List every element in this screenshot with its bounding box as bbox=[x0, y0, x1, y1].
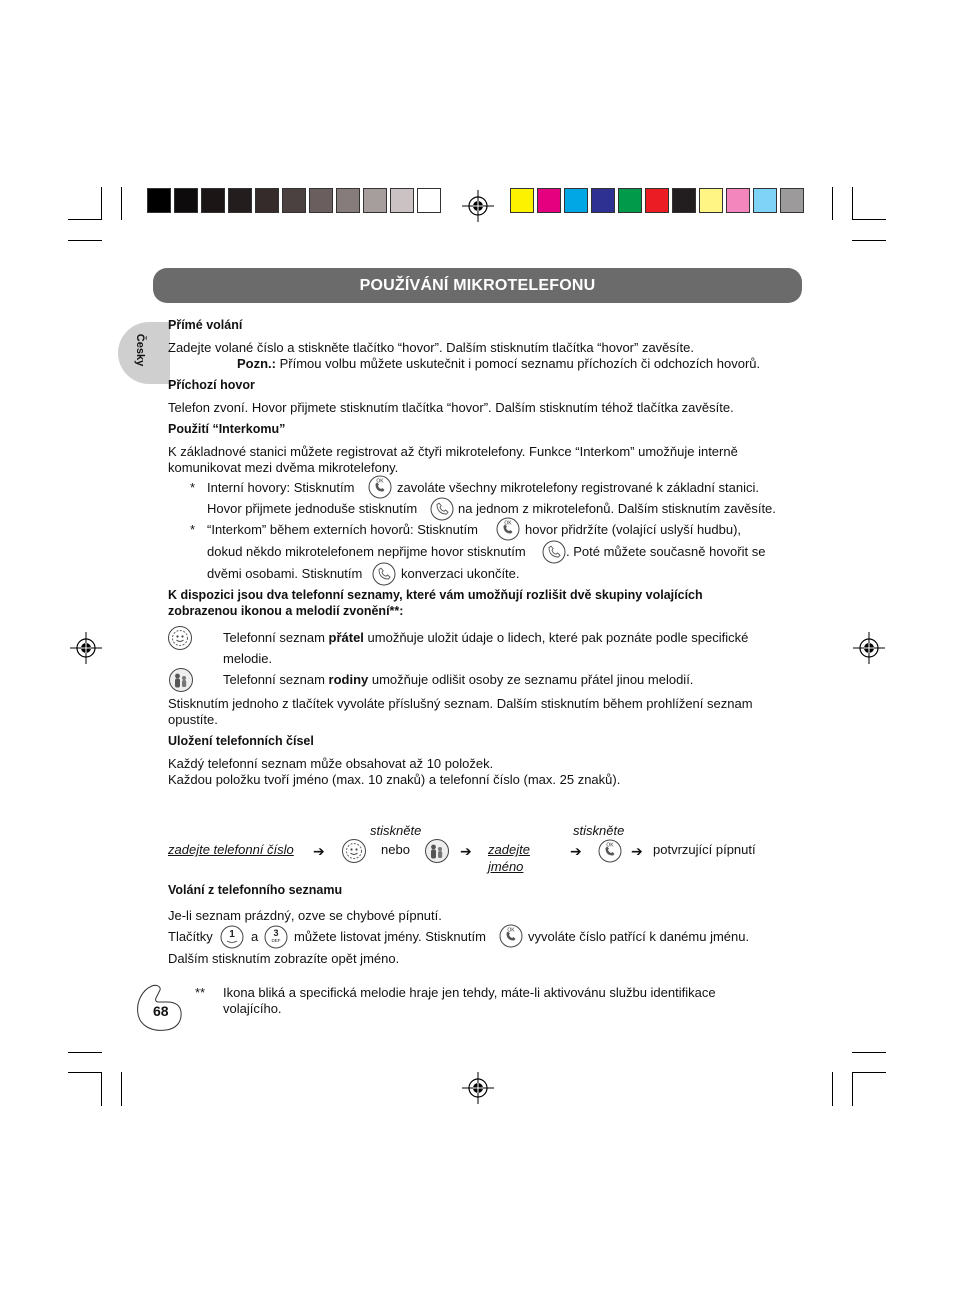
key-3-letters: DEF bbox=[271, 938, 281, 943]
calling-line3: Dalším stisknutím zobrazíte opět jméno. bbox=[168, 951, 400, 966]
family-phonebook-icon bbox=[424, 838, 450, 864]
key-1-digit: 1 bbox=[229, 929, 235, 940]
heading-storing-numbers: Uložení telefonních čísel bbox=[168, 734, 314, 748]
registration-mark-icon bbox=[462, 190, 494, 222]
registration-mark-icon bbox=[462, 1072, 494, 1104]
call-key-icon bbox=[372, 562, 396, 586]
crop-mark bbox=[852, 219, 886, 220]
arrow-right-icon: ➔ bbox=[570, 843, 582, 859]
footnote-line2: volajícího. bbox=[223, 1001, 282, 1016]
calibration-swatch bbox=[282, 188, 306, 213]
calibration-swatch bbox=[201, 188, 225, 213]
crop-mark bbox=[852, 187, 853, 220]
flow-or: nebo bbox=[381, 842, 410, 857]
storing-line2: Každou položku tvoří jméno (max. 10 znaků) a telefonní číslo (max. 25 znaků). bbox=[168, 772, 621, 787]
friends-text-a: Telefonní seznam bbox=[223, 630, 329, 645]
ok-key-icon bbox=[598, 839, 622, 863]
intercom-bullet2-b: hovor přidržíte (volající uslyší hudbu), bbox=[525, 522, 742, 537]
footnote-mark: ** bbox=[195, 985, 206, 1000]
section-title-bar bbox=[153, 268, 802, 303]
ok-key-icon bbox=[368, 475, 392, 499]
intercom-bullet2-e: dvěmi osobami. Stisknutím bbox=[207, 566, 363, 581]
calibration-swatch bbox=[417, 188, 441, 213]
calibration-swatch bbox=[564, 188, 588, 213]
crop-mark bbox=[832, 1072, 833, 1106]
crop-mark bbox=[852, 1072, 886, 1073]
crop-mark bbox=[68, 1072, 102, 1073]
intercom-bullet1-c: Hovor přijmete jednoduše stisknutím bbox=[207, 501, 418, 516]
crop-mark bbox=[68, 1052, 102, 1053]
calling-line2-a: Tlačítky bbox=[168, 929, 213, 944]
heading-incoming-call: Příchozí hovor bbox=[168, 378, 255, 392]
ok-key-label: OK bbox=[606, 842, 614, 849]
intercom-bullet1-b: zavoláte všechny mikrotelefony registrované k základní stanici. bbox=[397, 480, 760, 495]
footnote-line1: Ikona bliká a specifická melodie hraje jen tehdy, máte-li aktivovánu službu identifikace bbox=[223, 985, 716, 1000]
call-key-icon bbox=[430, 497, 454, 521]
heading-intercom: Použití “Interkomu” bbox=[168, 422, 286, 436]
key-3-icon bbox=[264, 925, 288, 949]
registration-mark-icon bbox=[853, 632, 885, 664]
calibration-swatch bbox=[780, 188, 804, 213]
intercom-para-line2: komunikovat mezi dvěma mikrotelefony. bbox=[168, 460, 399, 475]
calibration-swatch bbox=[363, 188, 387, 213]
intercom-bullet2-c: dokud někdo mikrotelefonem nepřijme hovor stisknutím bbox=[207, 544, 526, 559]
storing-line1: Každý telefonní seznam může obsahovat až 10 položek. bbox=[168, 756, 494, 771]
calibration-swatch bbox=[699, 188, 723, 213]
friends-phonebook-icon bbox=[167, 625, 193, 651]
crop-mark bbox=[852, 240, 886, 241]
calibration-swatch bbox=[510, 188, 534, 213]
calling-line2-d: vyvoláte číslo patřící k danému jménu. bbox=[528, 929, 750, 944]
intercom-bullet2-a: “Interkom” během externích hovorů: Stisknutím bbox=[207, 522, 478, 537]
direct-call-text: Zadejte volané číslo a stiskněte tlačítko “hovor”. Dalším stisknutím tlačítka “hovor” zavěsíte. bbox=[168, 340, 694, 355]
flow-confirm-beep: potvrzující pípnutí bbox=[653, 842, 756, 857]
flow-enter-name: zadejte bbox=[488, 842, 530, 857]
calibration-swatch bbox=[147, 188, 171, 213]
crop-mark bbox=[852, 1052, 886, 1053]
crop-mark bbox=[832, 187, 833, 220]
page-number: 68 bbox=[153, 1003, 169, 1019]
calibration-swatch bbox=[255, 188, 279, 213]
intercom-bullet1-a: Interní hovory: Stisknutím bbox=[207, 480, 355, 495]
calibration-swatch bbox=[309, 188, 333, 213]
calibration-swatch bbox=[753, 188, 777, 213]
language-tab bbox=[118, 322, 170, 384]
calibration-swatch bbox=[726, 188, 750, 213]
family-text-c: umožňuje odlišit osoby ze seznamu přátel jinou melodií. bbox=[368, 672, 694, 687]
bullet-mark: * bbox=[190, 480, 196, 495]
note-text: Přímou volbu můžete uskutečnit i pomocí seznamu příchozích či odchozích hovorů. bbox=[276, 356, 761, 371]
intercom-para-line1: K základnové stanici můžete registrovat až čtyři mikrotelefony. Funkce “Interkom” umožňuje interně bbox=[168, 444, 738, 459]
phonebook-press-line1: Stisknutím jednoho z tlačítek vyvoláte příslušný seznam. Dalším stisknutím během prohlížení seznam bbox=[168, 696, 753, 711]
crop-mark bbox=[121, 1072, 122, 1106]
flow-enter-number: zadejte telefonní číslo bbox=[168, 842, 294, 857]
calibration-swatch bbox=[390, 188, 414, 213]
family-text-bold: rodiny bbox=[328, 672, 369, 687]
ok-key-label: OK bbox=[376, 478, 384, 485]
friends-phonebook-text-cont: melodie. bbox=[223, 651, 273, 666]
family-phonebook-icon bbox=[168, 667, 194, 693]
crop-mark bbox=[852, 1072, 853, 1106]
ok-key-label: OK bbox=[504, 520, 512, 527]
family-phonebook-text bbox=[223, 672, 693, 688]
note-label: Pozn.: bbox=[237, 356, 276, 371]
calibration-swatch bbox=[672, 188, 696, 213]
calling-line2-b: a bbox=[251, 929, 259, 944]
key-1-icon bbox=[220, 925, 244, 949]
flow-press-label: stiskněte bbox=[370, 823, 422, 838]
registration-mark-icon bbox=[70, 632, 102, 664]
bullet-mark: * bbox=[190, 522, 196, 537]
calibration-swatch bbox=[537, 188, 561, 213]
incoming-call-text: Telefon zvoní. Hovor přijmete stisknutím tlačítka “hovor”. Dalším stisknutím téhož tlačítka zavěsíte. bbox=[168, 400, 734, 415]
calibration-swatch bbox=[336, 188, 360, 213]
arrow-right-icon: ➔ bbox=[313, 843, 325, 859]
family-text-a: Telefonní seznam bbox=[223, 672, 329, 687]
ok-key-icon bbox=[499, 924, 523, 948]
calibration-swatch bbox=[618, 188, 642, 213]
page-title: POUŽÍVÁNÍ MIKROTELEFONU bbox=[359, 277, 596, 294]
calibration-swatch bbox=[591, 188, 615, 213]
heading-calling-from-phonebook: Volání z telefonního seznamu bbox=[168, 883, 343, 897]
ok-key-label: OK bbox=[507, 927, 515, 934]
intercom-bullet1-d: na jednom z mikrotelefonů. Dalším stisknutím zavěsíte. bbox=[458, 501, 776, 516]
calling-line1: Je-li seznam prázdný, ozve se chybové pípnutí. bbox=[168, 908, 442, 923]
phonebook-press-line2: opustíte. bbox=[168, 712, 218, 727]
call-key-icon bbox=[542, 540, 566, 564]
calibration-swatch bbox=[228, 188, 252, 213]
crop-mark bbox=[101, 1072, 102, 1106]
arrow-right-icon: ➔ bbox=[631, 843, 643, 859]
direct-call-note bbox=[237, 356, 760, 372]
intercom-bullet2-d: . Poté můžete současně hovořit se bbox=[566, 544, 766, 559]
friends-text-c: umožňuje uložit údaje o lidech, které pak poznáte podle specifické bbox=[363, 630, 749, 645]
intercom-bullet2-f: konverzaci ukončíte. bbox=[401, 566, 520, 581]
crop-mark bbox=[68, 240, 102, 241]
friends-text-bold: přátel bbox=[328, 630, 364, 645]
crop-mark bbox=[68, 219, 102, 220]
flow-press-label: stiskněte bbox=[573, 823, 625, 838]
crop-mark bbox=[121, 187, 122, 220]
calling-line2-c: můžete listovat jmény. Stisknutím bbox=[294, 929, 486, 944]
calibration-swatch bbox=[174, 188, 198, 213]
friends-phonebook-text bbox=[223, 630, 748, 646]
flow-enter-name-cont: jméno bbox=[488, 859, 524, 874]
phonebooks-intro-line2: zobrazenou ikonou a melodií zvonění**: bbox=[168, 604, 404, 618]
heading-direct-call: Přímé volání bbox=[168, 318, 243, 332]
crop-mark bbox=[101, 187, 102, 220]
language-label: Česky bbox=[134, 333, 146, 367]
ok-key-icon bbox=[496, 517, 520, 541]
phonebooks-intro-line1: K dispozici jsou dva telefonní seznamy, které vám umožňují rozlišit dvě skupiny volajících bbox=[168, 588, 703, 602]
arrow-right-icon: ➔ bbox=[460, 843, 472, 859]
key-3-digit: 3 bbox=[273, 928, 279, 938]
calibration-swatch bbox=[645, 188, 669, 213]
friends-phonebook-icon bbox=[341, 838, 367, 864]
